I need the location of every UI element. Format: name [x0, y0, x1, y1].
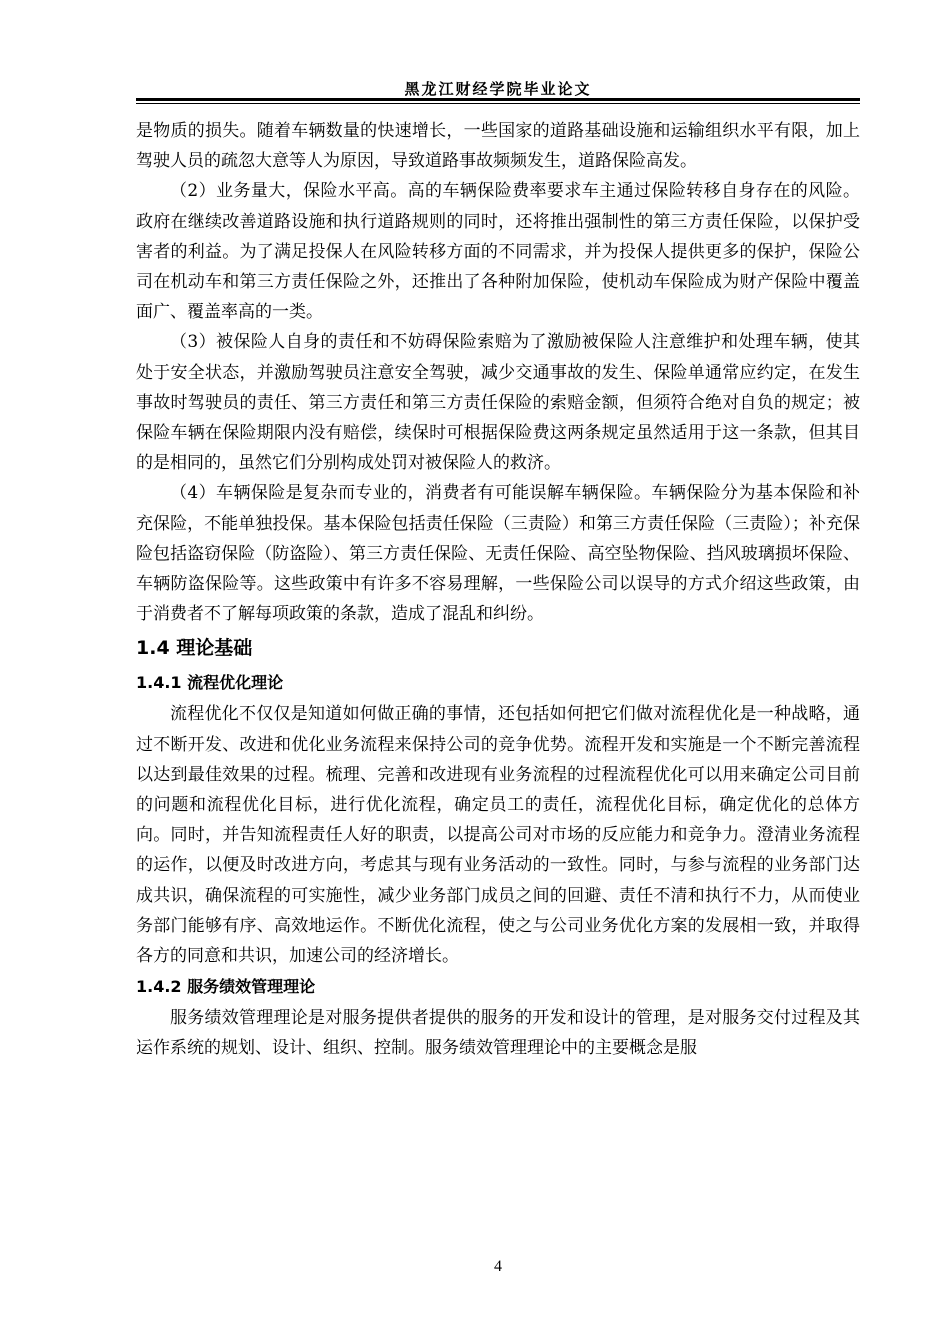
page-number: 4: [494, 1258, 502, 1275]
section-heading: 1.4 理论基础: [136, 637, 253, 660]
paragraph: 是物质的损失。随着车辆数量的快速增长，一些国家的道路基础设施和运输组织水平有限，加上驾驶人员的疏忽大意等人为原因，导致道路事故频频发生，道路保险高发。: [136, 121, 860, 172]
paragraph: （2）业务量大，保险水平高。高的车辆保险费率要求车主通过保险转移自身存在的风险。政府在继续改善道路设施和执行道路规则的同时，还将推出强制性的第三方责任保险，以保护受害者的利益。为了满足投保人在风险转移方面的不同需求，并为投保人提供更多的保护，保险公司在机动车和第三方责任保险之外，还推出了各种附加保险，使机动车保险成为财产保险中覆盖面广、覆盖率高的一类。: [136, 181, 860, 323]
header-rule-thin: [136, 103, 860, 104]
running-header: 黑龙江财经学院毕业论文: [404, 80, 592, 98]
subsection-heading: 1.4.1 流程优化理论: [136, 673, 284, 693]
paragraph: 服务绩效管理理论是对服务提供者提供的服务的开发和设计的管理，是对服务交付过程及其运作系统的规划、设计、组织、控制。服务绩效管理理论中的主要概念是服: [136, 1008, 860, 1059]
header-rule-thick: [136, 98, 860, 101]
paragraph: （3）被保险人自身的责任和不妨碍保险索赔为了激励被保险人注意维护和处理车辆，使其处于安全状态，并激励驾驶员注意安全驾驶，减少交通事故的发生、保险单通常应约定，在发生事故时驾驶员的责任、第三方责任和第三方责任保险的索赔金额，但须符合绝对自负的规定；被保险车辆在保险期限内没有赔偿，续保时可根据保险费这两条规定虽然适用于这一条款，但其目的是相同的，虽然它们分别构成处罚对被保险人的救济。: [136, 332, 860, 474]
paragraph: （4）车辆保险是复杂而专业的，消费者有可能误解车辆保险。车辆保险分为基本保险和补充保险，不能单独投保。基本保险包括责任保险（三责险）和第三方责任保险（三责险）；补充保险包括盗窃保险（防盗险）、第三方责任保险、无责任保险、高空坠物保险、挡风玻璃损坏保险、车辆防盗保险等。这些政策中有许多不容易理解，一些保险公司以误导的方式介绍这些政策，由于消费者不了解每项政策的条款，造成了混乱和纠纷。: [136, 483, 860, 625]
page-body: [136, 116, 860, 1064]
paragraph: 流程优化不仅仅是知道如何做正确的事情，还包括如何把它们做对流程优化是一种战略，通过不断开发、改进和优化业务流程来保持公司的竞争优势。流程开发和实施是一个不断完善流程以达到最佳效果的过程。梳理、完善和改进现有业务流程的过程流程优化可以用来确定公司目前的问题和流程优化目标，进行优化流程，确定员工的责任，流程优化目标，确定优化的总体方向。同时，并告知流程责任人好的职责，以提高公司对市场的反应能力和竞争力。澄清业务流程的运作，以便及时改进方向，考虑其与现有业务活动的一致性。同时，与参与流程的业务部门达成共识，确保流程的可实施性，减少业务部门成员之间的回避、责任不清和执行不力，从而使业务部门能够有序、高效地运作。不断优化流程，使之与公司业务优化方案的发展相一致，并取得各方的同意和共识，加速公司的经济增长。: [136, 704, 860, 967]
subsection-heading: 1.4.2 服务绩效管理理论: [136, 977, 316, 997]
